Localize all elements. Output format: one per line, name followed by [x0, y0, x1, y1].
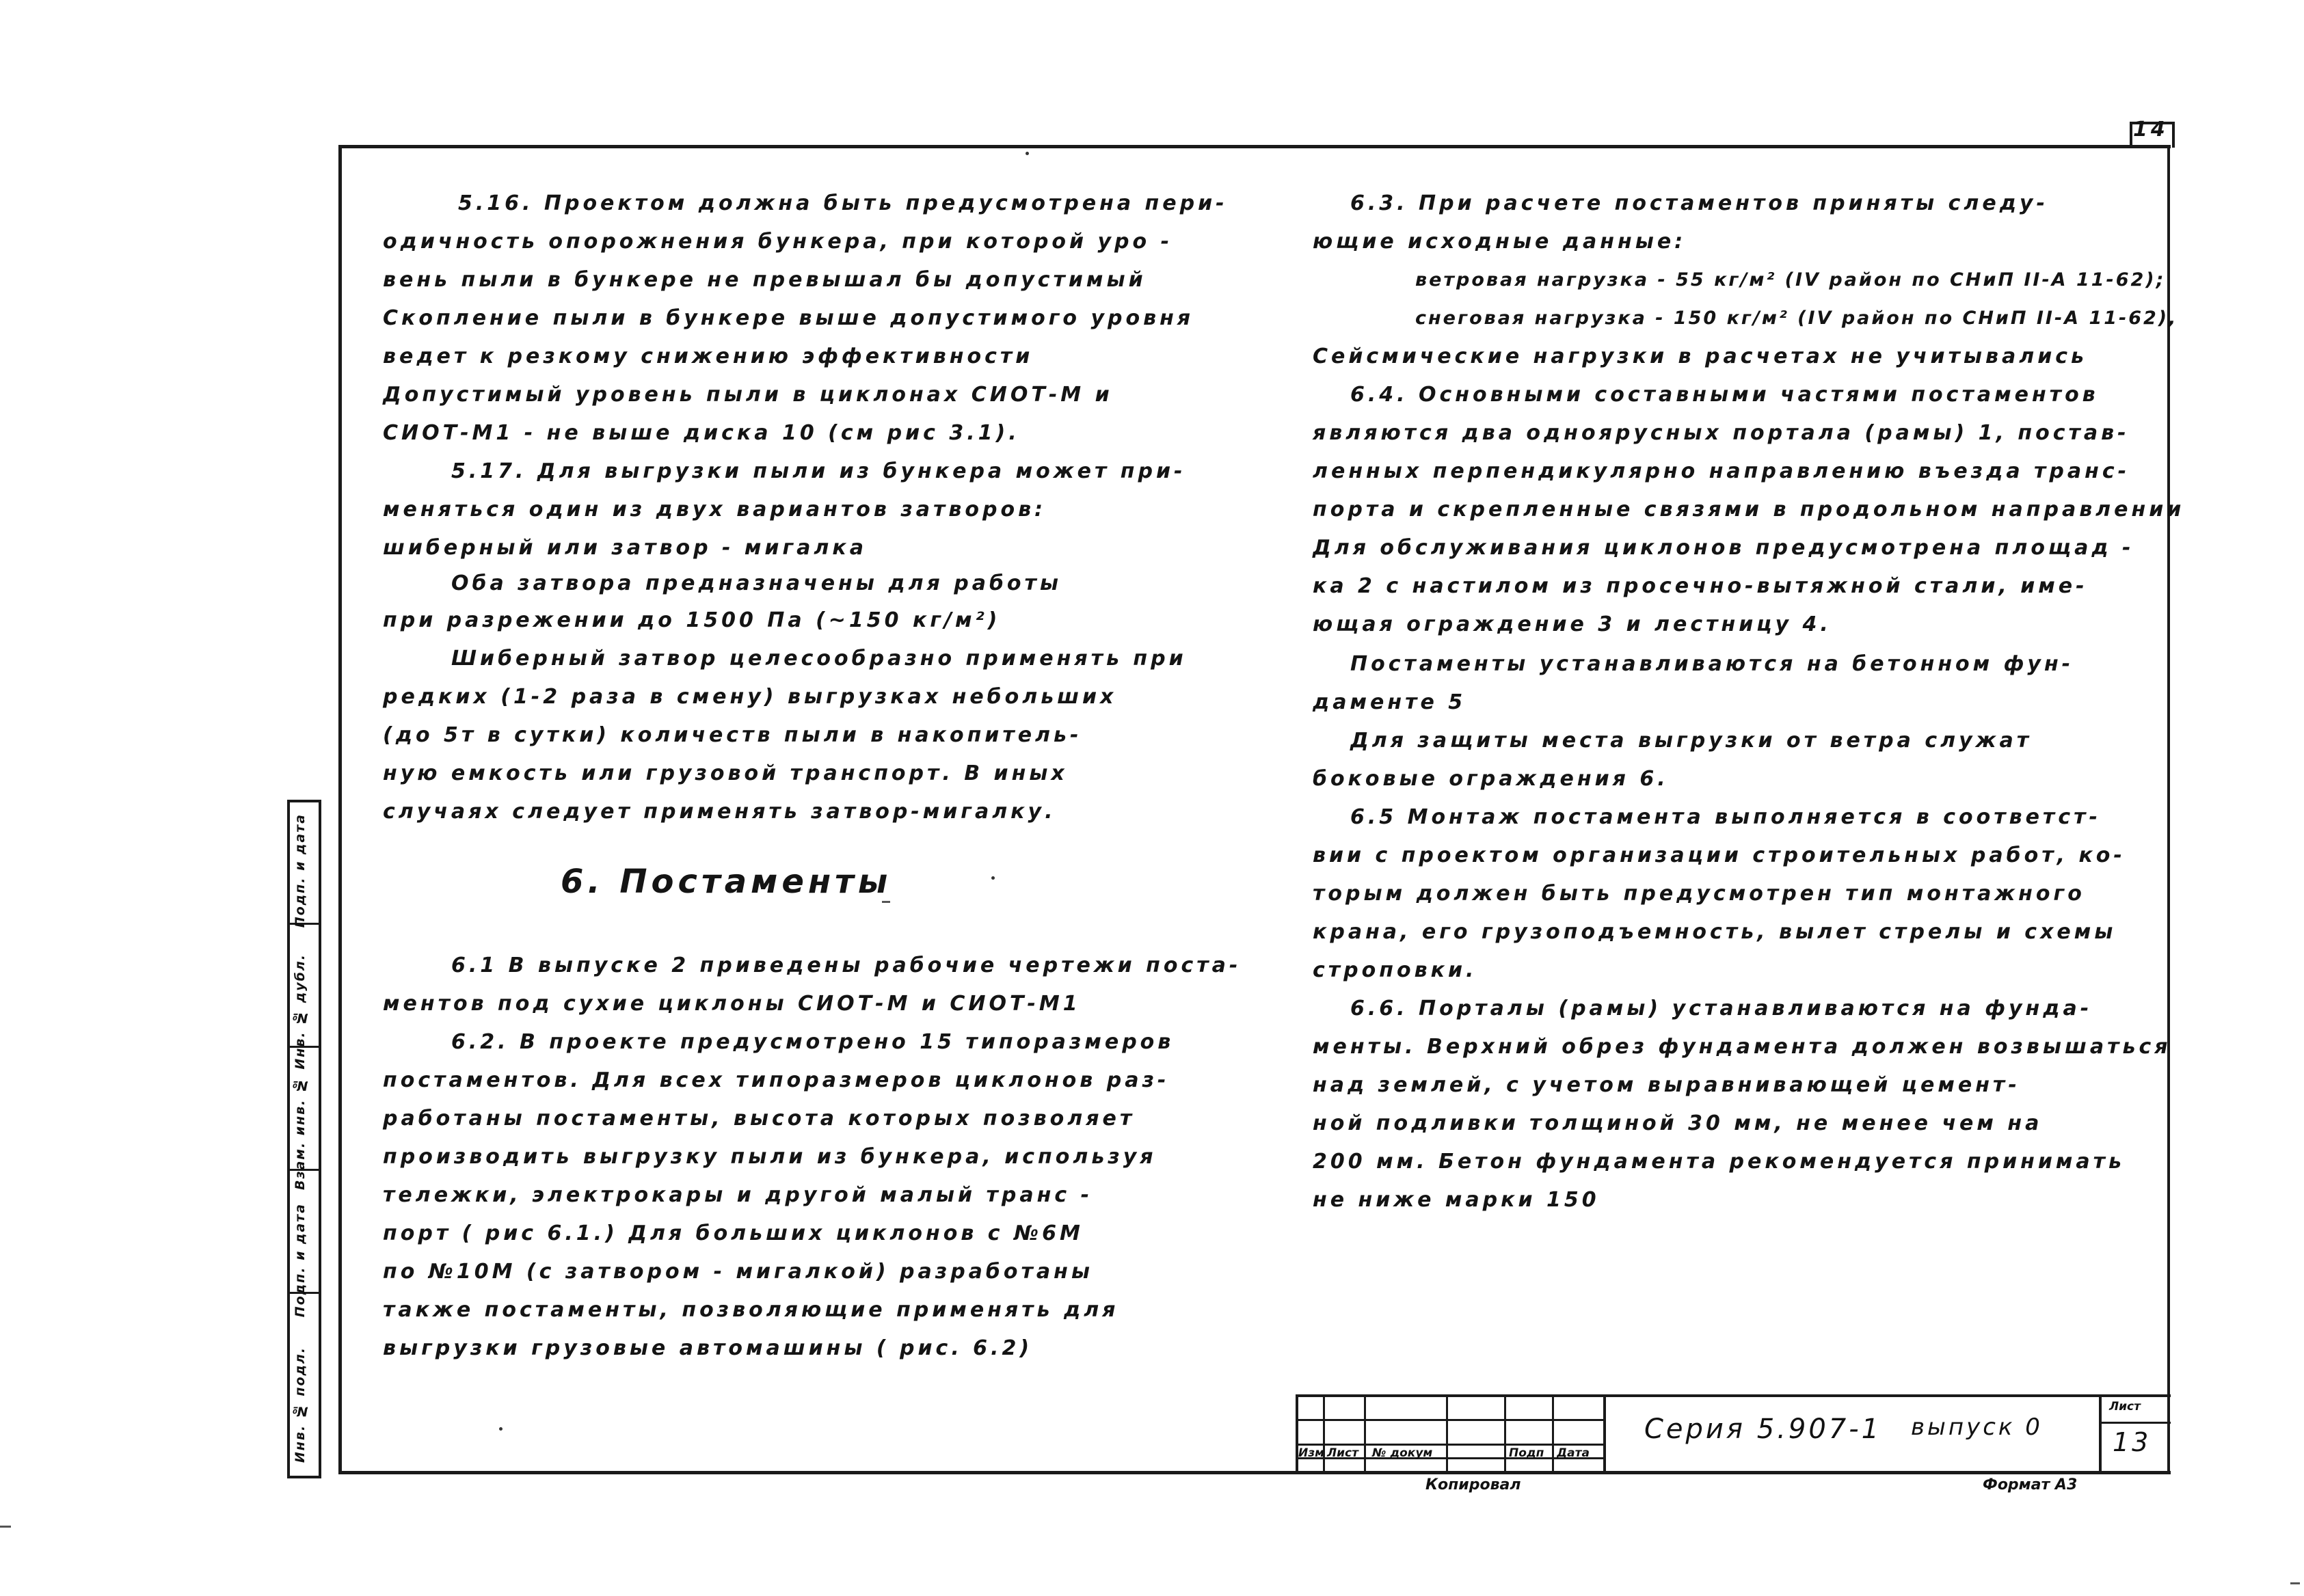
- text-line: при разрежении до 1500 Па (~150 кг/м²): [383, 608, 1001, 632]
- text-line: даменте 5: [1313, 690, 1466, 714]
- sheet-number: 13: [2113, 1427, 2152, 1457]
- text-line: одичность опорожнения бункера, при которой уро -: [383, 230, 1173, 254]
- text-line: ведет к резкому снижению эффективности: [383, 344, 1034, 368]
- top-sheet-number: 14: [2133, 118, 2169, 141]
- text-line: (до 5т в сутки) количеств пыли в накопитель-: [383, 723, 1082, 747]
- stray-mark: [2290, 1582, 2300, 1584]
- text-line: над землей, с учетом выравнивающей цемент-: [1313, 1073, 2020, 1097]
- text-line: вень пыли в бункере не превышал бы допустимый: [383, 268, 1147, 292]
- text-line: 6.2. В проекте предусмотрено 15 типоразмеров: [451, 1030, 1175, 1054]
- text-line: ной подливки толщиной 30 мм, не менее чем на: [1313, 1111, 2043, 1135]
- text-line: 6.3. При расчете постаментов приняты следу-: [1350, 191, 2048, 215]
- text-line: редких (1-2 раза в смену) выгрузках небольших: [383, 685, 1117, 709]
- binding-label: Взам. инв. №: [293, 1077, 308, 1191]
- text-line: крана, его грузоподъемность, вылет стрелы и схемы: [1313, 920, 2117, 944]
- text-line: тележки, электрокары и другой малый транс -: [383, 1183, 1093, 1207]
- text-line: Шиберный затвор целесообразно применять при: [451, 647, 1187, 671]
- text-line: вии с проектом организации строительных работ, ко-: [1313, 843, 2126, 867]
- text-line: ющая ограждение 3 и лестницу 4.: [1313, 612, 1832, 636]
- text-line: Скопление пыли в бункере выше допустимого уровня: [383, 306, 1194, 330]
- text-line: порта и скрепленные связями в продольном направлении: [1313, 498, 2185, 522]
- text-line: выгрузки грузовые автомашины ( рис. 6.2): [383, 1336, 1033, 1360]
- text-line: ющие исходные данные:: [1313, 230, 1687, 254]
- text-line: работаны постаменты, высота которых позволяет: [383, 1107, 1136, 1131]
- text-line: ную емкость или грузовой транспорт. В иных: [383, 761, 1068, 785]
- text-line: ка 2 с настилом из просечно-вытяжной стали, име-: [1313, 574, 2088, 598]
- stray-mark: [882, 901, 890, 903]
- stray-mark: [499, 1427, 503, 1431]
- text-line: 5.17. Для выгрузки пыли из бункера может при-: [451, 459, 1186, 483]
- format-label: Формат А3: [1983, 1476, 2078, 1493]
- text-line: являются два одноярусных портала (рамы) 1, постав-: [1313, 421, 2130, 445]
- frame-border-left: [338, 145, 342, 1474]
- text-line: производить выгрузку пыли из бункера, используя: [383, 1145, 1157, 1169]
- text-line: Для обслуживания циклонов предусмотрена площад -: [1313, 536, 2134, 560]
- text-line: Постаменты устанавливаются на бетонном фун-: [1350, 652, 2074, 676]
- title-block-col-label: Дата: [1557, 1446, 1590, 1460]
- binding-label: Инв. № подл.: [293, 1347, 308, 1463]
- text-line: не ниже марки 150: [1313, 1188, 1600, 1212]
- stray-mark: [991, 876, 995, 880]
- title-block-col-label: Изм: [1298, 1446, 1325, 1460]
- copied-label: Копировал: [1425, 1476, 1521, 1493]
- text-line: порт ( рис 6.1.) Для больших циклонов с №6М: [383, 1221, 1084, 1245]
- text-line: меняться один из двух вариантов затворов:: [383, 498, 1047, 522]
- text-line: Оба затвора предназначены для работы: [451, 571, 1062, 595]
- text-line: шиберный или затвор - мигалка: [383, 536, 867, 560]
- series-label: Серия 5.907-1: [1644, 1414, 1882, 1445]
- text-line: 6.4. Основными составными частями постаментов: [1350, 383, 2099, 407]
- text-line: 5.16. Проектом должна быть предусмотрена пери-: [458, 191, 1228, 215]
- text-line: строповки.: [1313, 958, 1477, 982]
- section-heading: 6. Постаменты: [561, 863, 892, 901]
- sheet-label: Лист: [2109, 1400, 2141, 1414]
- text-line: боковые ограждения 6.: [1313, 767, 1669, 791]
- binding-strip-cells: [287, 800, 321, 1473]
- binding-label: Инв. № дубл.: [293, 953, 308, 1070]
- text-line: ленных перпендикулярно направлению въезда транс-: [1313, 459, 2130, 483]
- text-line: по №10М (с затвором - мигалкой) разработаны: [383, 1260, 1093, 1284]
- text-line: снеговая нагрузка - 150 кг/м² (IV район по СНиП II-А 11-62),: [1415, 308, 2178, 329]
- text-line: торым должен быть предусмотрен тип монтажного: [1313, 882, 2085, 906]
- text-line: 6.6. Порталы (рамы) устанавливаются на фунда-: [1350, 997, 2093, 1020]
- stray-mark: [1026, 152, 1029, 155]
- text-line: 6.5 Монтаж постамента выполняется в соответст-: [1350, 805, 2101, 829]
- title-block-col-label: Лист: [1327, 1446, 1358, 1460]
- binding-label: Подп. и дата: [293, 813, 308, 928]
- text-line: ветровая нагрузка - 55 кг/м² (IV район по СНиП II-А 11-62);: [1415, 269, 2166, 290]
- issue-label: выпуск 0: [1911, 1414, 2043, 1441]
- text-line: случаях следует применять затвор-мигалку.: [383, 800, 1056, 824]
- text-line: Сейсмические нагрузки в расчетах не учитывались: [1313, 344, 2088, 368]
- text-line: менты. Верхний обрез фундамента должен возвышаться: [1313, 1035, 2171, 1059]
- text-line: Допустимый уровень пыли в циклонах СИОТ-М и: [383, 383, 1113, 407]
- text-line: ментов под сухие циклоны СИОТ-М и СИОТ-М1: [383, 992, 1081, 1016]
- frame-border-right: [2167, 145, 2170, 1474]
- stray-mark: [0, 1526, 11, 1528]
- binding-label: Подп. и дата: [293, 1203, 308, 1318]
- text-line: 6.1 В выпуске 2 приведены рабочие чертежи поста-: [451, 953, 1242, 977]
- frame-border-top: [338, 145, 2171, 148]
- text-line: постаментов. Для всех типоразмеров циклонов раз-: [383, 1068, 1170, 1092]
- text-line: также постаменты, позволяющие применять для: [383, 1298, 1119, 1322]
- text-line: Для защиты места выгрузки от ветра служат: [1350, 729, 2033, 753]
- text-line: 200 мм. Бетон фундамента рекомендуется принимать: [1313, 1150, 2126, 1174]
- title-block: [1296, 1394, 2171, 1473]
- title-block-col-label: Подп: [1509, 1446, 1544, 1460]
- text-line: СИОТ-М1 - не выше диска 10 (см рис 3.1).: [383, 421, 1020, 445]
- title-block-col-label: № докум: [1372, 1446, 1433, 1460]
